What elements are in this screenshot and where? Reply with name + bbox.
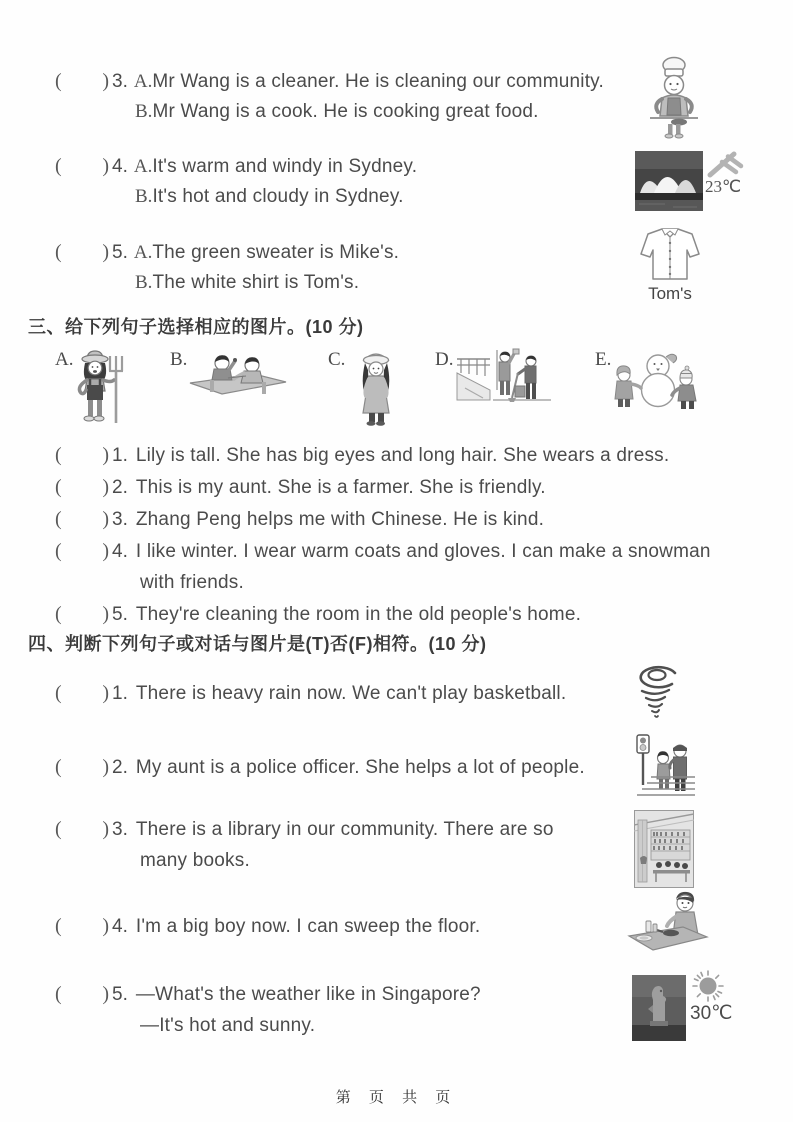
sun-icon — [692, 970, 724, 1002]
question-number: 4. — [112, 916, 128, 937]
picture-label-e: E. — [595, 349, 612, 370]
section-four-heading: 四、判断下列句子或对话与图片是(T)否(F)相符。(10 分) — [28, 634, 487, 654]
question-number: 4. — [112, 541, 128, 562]
question-text-continuation: with friends. — [140, 572, 244, 593]
s3-question-5 — [55, 603, 581, 626]
option-letter-a: A. — [133, 242, 153, 263]
paren-open: ( — [55, 241, 62, 263]
paren-open: ( — [55, 70, 62, 92]
temperature-label-sydney: 23℃ — [705, 177, 742, 196]
two-kids-studying-picture — [188, 352, 288, 400]
question-text-continuation: —It's hot and sunny. — [140, 1015, 316, 1036]
s4-question-3-cont — [140, 850, 250, 872]
question-text: There is a library in our community. There are so — [135, 819, 554, 840]
question-number: 5. — [112, 242, 128, 263]
listening-q3-line-b — [135, 101, 539, 123]
s3-question-2 — [55, 476, 546, 499]
listening-q3-line-a — [55, 70, 604, 93]
answer-blank-s3-5[interactable] — [55, 603, 109, 626]
paren-open: ( — [55, 682, 62, 704]
paren-close: ) — [102, 155, 109, 177]
answer-blank-s4-1[interactable] — [55, 682, 109, 705]
option-text-a: The green sweater is Mike's. — [152, 242, 400, 263]
answer-blank-s4-5[interactable] — [55, 983, 109, 1006]
question-text: I'm a big boy now. I can sweep the floor. — [135, 916, 481, 937]
question-text: Lily is tall. She has big eyes and long hair. She wears a dress. — [135, 445, 670, 466]
option-letter-b: B. — [135, 272, 153, 293]
chef-cooking-icon — [648, 56, 700, 140]
paren-open: ( — [55, 444, 62, 466]
boy-cooking-at-table-picture — [627, 890, 711, 956]
paren-close: ) — [102, 70, 109, 92]
question-text: I like winter. I wear warm coats and gloves. I can make a snowman — [135, 541, 711, 562]
answer-blank-s3-1[interactable] — [55, 444, 109, 467]
paren-open: ( — [55, 756, 62, 778]
girl-in-cap-and-coat-picture — [352, 350, 400, 430]
paren-close: ) — [102, 508, 109, 530]
paren-close: ) — [102, 603, 109, 625]
s3-question-4 — [55, 540, 711, 563]
s4-question-4 — [55, 915, 480, 938]
answer-blank-q4[interactable] — [55, 155, 109, 178]
question-number: 5. — [112, 604, 128, 625]
s4-question-5 — [55, 983, 481, 1006]
tornado-icon — [633, 663, 681, 721]
merlion-statue-photo — [632, 975, 686, 1041]
answer-blank-s3-4[interactable] — [55, 540, 109, 563]
paren-close: ) — [102, 818, 109, 840]
page-footer: 第 页 共 页 — [335, 1089, 458, 1106]
question-number: 3. — [112, 819, 128, 840]
people-cleaning-picture — [455, 348, 553, 405]
picture-label-d: D. — [435, 349, 454, 370]
paren-close: ) — [102, 540, 109, 562]
picture-label-c: C. — [328, 349, 346, 370]
white-shirt-icon — [638, 226, 702, 282]
option-letter-a: A. — [133, 156, 153, 177]
paren-open: ( — [55, 603, 62, 625]
section-three-heading: 三、给下列句子选择相应的图片。(10 分) — [28, 317, 364, 337]
answer-blank-s4-4[interactable] — [55, 915, 109, 938]
police-officer-crossing-picture — [633, 733, 697, 801]
paren-open: ( — [55, 983, 62, 1005]
paren-open: ( — [55, 915, 62, 937]
question-text: —What's the weather like in Singapore? — [135, 984, 481, 1005]
answer-blank-s4-3[interactable] — [55, 818, 109, 841]
listening-q5-line-a — [55, 241, 399, 264]
s4-question-2 — [55, 756, 585, 779]
listening-q5-line-b — [135, 272, 359, 294]
question-number: 1. — [112, 445, 128, 466]
question-text: My aunt is a police officer. She helps a lot of people. — [135, 757, 585, 778]
question-text: Zhang Peng helps me with Chinese. He is kind. — [135, 509, 545, 530]
paren-close: ) — [102, 444, 109, 466]
option-text-b: It's hot and cloudy in Sydney. — [152, 186, 404, 207]
question-number: 4. — [112, 156, 128, 177]
question-text: This is my aunt. She is a farmer. She is friendly. — [135, 477, 546, 498]
option-text-b: Mr Wang is a cook. He is cooking great food. — [152, 101, 539, 122]
s3-question-1 — [55, 444, 669, 467]
paren-close: ) — [102, 682, 109, 704]
s3-question-4-cont — [140, 572, 244, 594]
wind-vane-icon — [707, 148, 745, 178]
picture-label-a: A. — [55, 349, 74, 370]
shirt-caption: Tom's — [648, 284, 692, 303]
paren-close: ) — [102, 983, 109, 1005]
answer-blank-q5[interactable] — [55, 241, 109, 264]
question-number: 2. — [112, 477, 128, 498]
farmer-with-pitchfork-picture — [72, 349, 126, 429]
paren-open: ( — [55, 508, 62, 530]
question-number: 3. — [112, 71, 128, 92]
s4-question-5-cont — [140, 1015, 315, 1037]
paren-close: ) — [102, 756, 109, 778]
answer-blank-s4-2[interactable] — [55, 756, 109, 779]
s4-question-1 — [55, 682, 566, 705]
s3-question-3 — [55, 508, 544, 531]
paren-open: ( — [55, 476, 62, 498]
library-picture — [634, 810, 694, 888]
listening-q4-line-a — [55, 155, 417, 178]
picture-label-b: B. — [170, 349, 188, 370]
paren-open: ( — [55, 155, 62, 177]
listening-q4-line-b — [135, 186, 404, 208]
paren-open: ( — [55, 540, 62, 562]
question-number: 3. — [112, 509, 128, 530]
question-text: There is heavy rain now. We can't play basketball. — [135, 683, 567, 704]
temperature-label-singapore: 30℃ — [690, 1003, 733, 1024]
option-text-a: It's warm and windy in Sydney. — [152, 156, 418, 177]
paren-close: ) — [102, 241, 109, 263]
question-text: They're cleaning the room in the old people's home. — [135, 604, 582, 625]
question-number: 2. — [112, 757, 128, 778]
option-letter-b: B. — [135, 186, 153, 207]
answer-blank-s3-3[interactable] — [55, 508, 109, 531]
option-text-a: Mr Wang is a cleaner. He is cleaning our community. — [152, 71, 604, 92]
answer-blank-q3[interactable] — [55, 70, 109, 93]
s4-question-3 — [55, 818, 554, 841]
paren-close: ) — [102, 476, 109, 498]
question-number: 1. — [112, 683, 128, 704]
option-letter-a: A. — [133, 71, 153, 92]
paren-close: ) — [102, 915, 109, 937]
option-letter-b: B. — [135, 101, 153, 122]
option-text-b: The white shirt is Tom's. — [152, 272, 360, 293]
sydney-opera-house-photo — [635, 151, 703, 211]
question-number: 5. — [112, 984, 128, 1005]
answer-blank-s3-2[interactable] — [55, 476, 109, 499]
question-text-continuation: many books. — [140, 850, 250, 871]
paren-open: ( — [55, 818, 62, 840]
kids-making-snowman-picture — [612, 351, 700, 411]
